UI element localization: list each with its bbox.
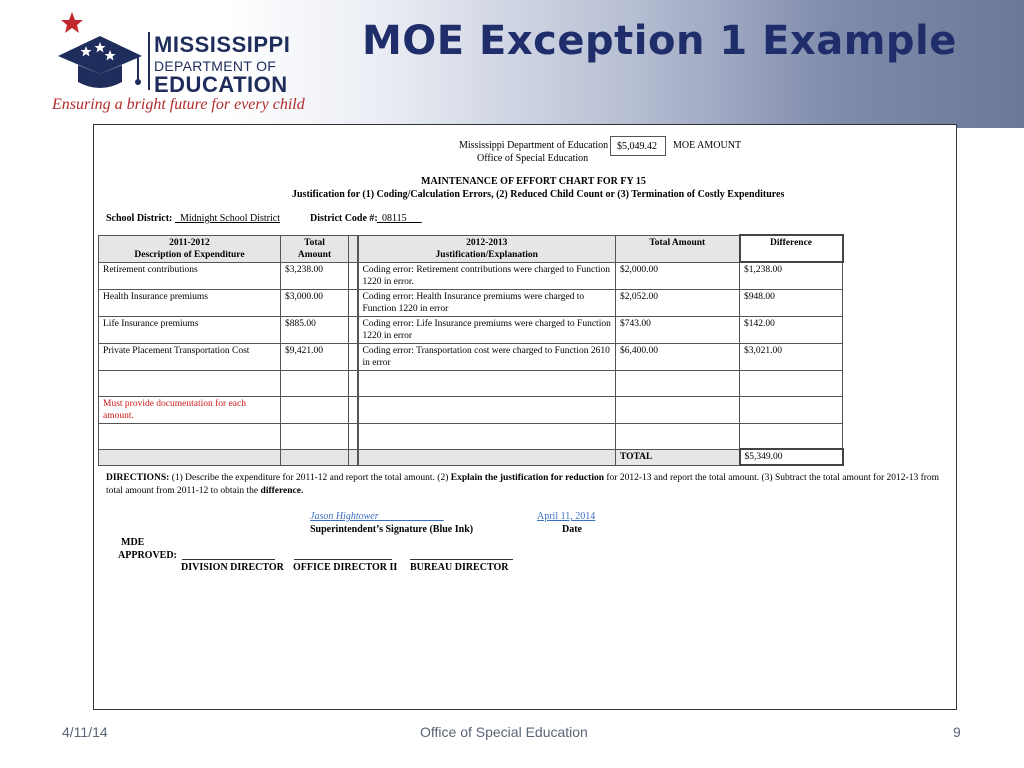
signature-caption: Superintendent’s Signature (Blue Ink) [310,524,474,535]
table-row-empty [99,370,843,396]
row-justification: Coding error: Retirement contributions were charged to Function 1220 in error. [358,262,616,289]
logo-text-line1: MISSISSIPPI [154,32,291,57]
signature-line-bureau [410,559,513,560]
bureau-director-label: BUREAU DIRECTOR [410,562,509,573]
row-total: $743.00 [616,316,740,343]
header-description: 2011-2012 Description of Expenditure [99,235,281,262]
row-total: $2,000.00 [616,262,740,289]
row-difference: $948.00 [740,289,843,316]
school-district-value: _Midnight School District [175,213,280,224]
row-amount: $9,421.00 [281,343,349,370]
directions [106,472,946,498]
logo-text-line2: DEPARTMENT OF [154,58,277,74]
directions-label: DIRECTIONS: [106,473,170,483]
row-description: Life Insurance premiums [99,316,281,343]
row-justification: Coding error: Transportation cost were charged to Function 2610 in error [358,343,616,370]
table-gap [349,262,358,289]
slide-title: MOE Exception 1 Example [362,18,957,64]
total-value: $5,349.00 [740,449,843,465]
row-description: Private Placement Transportation Cost [99,343,281,370]
table-row-empty [99,423,843,449]
total-label: TOTAL [616,449,740,465]
org-line2: Office of Special Education [477,153,589,164]
table-row [99,316,843,343]
header-total-amount-2013: Total Amount [616,235,740,262]
moe-amount-box: $5,049.42 [610,136,666,156]
documentation-note: Must provide documentation for each amount. [99,396,281,423]
table-total-row [99,449,843,465]
directions-emphasis: Explain the justification for reduction [450,473,604,483]
signature-date: April 11, 2014 [537,511,596,522]
row-justification: Coding error: Health Insurance premiums were charged to Function 1220 in error [358,289,616,316]
logo-divider [148,32,150,90]
school-district-label: School District: [106,213,173,224]
directions-text: (1) Describe the expenditure for 2011-12 and report the total amount. (2) [171,473,449,483]
mde-label: MDE [121,537,145,548]
row-amount: $885.00 [281,316,349,343]
logo-tagline: Ensuring a bright future for every child [52,96,305,113]
graduation-cap-logo-icon [50,10,150,100]
table-gap [349,316,358,343]
table-row-note [99,396,843,423]
signature-line-division [182,559,275,560]
footer-page-number: 9 [953,724,961,740]
row-description: Health Insurance premiums [99,289,281,316]
table-row [99,343,843,370]
row-justification: Coding error: Life Insurance premiums were charged to Function 1220 in error [358,316,616,343]
row-difference: $142.00 [740,316,843,343]
row-description: Retirement contributions [99,262,281,289]
header-total-amount: Total Amount [281,235,349,262]
table-gap [349,235,358,262]
table-gap [349,289,358,316]
row-total: $6,400.00 [616,343,740,370]
directions-text: for 2012-13 and report the total amount. (3) Subtract the total amount for 2012-13 from total amount from 2011-12 to obtain the [106,473,940,496]
directions-emphasis: difference. [260,486,304,496]
office-director-label: OFFICE DIRECTOR II [293,562,398,573]
row-total: $2,052.00 [616,289,740,316]
moe-amount-label: MOE AMOUNT [673,140,742,151]
mde-logo [50,10,305,120]
table-header-row [99,235,843,262]
org-line1: Mississippi Department of Education [459,140,609,151]
row-difference: $1,238.00 [740,262,843,289]
justification-heading: Justification for (1) Coding/Calculation Errors, (2) Reduced Child Count or (3) Termination of Costly Expenditures [292,189,785,200]
moe-table [98,234,844,466]
chart-title: MAINTENANCE OF EFFORT CHART FOR FY 15 [421,176,646,187]
moe-document [93,124,957,710]
table-gap [349,343,358,370]
logo-text-line3: EDUCATION [154,72,288,97]
approved-label: APPROVED: [118,550,177,561]
row-amount: $3,000.00 [281,289,349,316]
district-code-value: _08115___ [377,213,422,224]
superintendent-signature: Jason Hightower_____________ [310,511,444,522]
row-difference: $3,021.00 [740,343,843,370]
row-amount: $3,238.00 [281,262,349,289]
signature-line-office [294,559,392,560]
footer-date: 4/11/14 [62,724,108,740]
district-code-label: District Code #: [310,213,378,224]
footer-center: Office of Special Education [420,724,588,740]
division-director-label: DIVISION DIRECTOR [181,562,284,573]
table-row [99,262,843,289]
date-caption: Date [562,524,582,535]
header-difference: Difference [740,235,843,262]
table-row [99,289,843,316]
header-justification: 2012-2013 Justification/Explanation [358,235,616,262]
